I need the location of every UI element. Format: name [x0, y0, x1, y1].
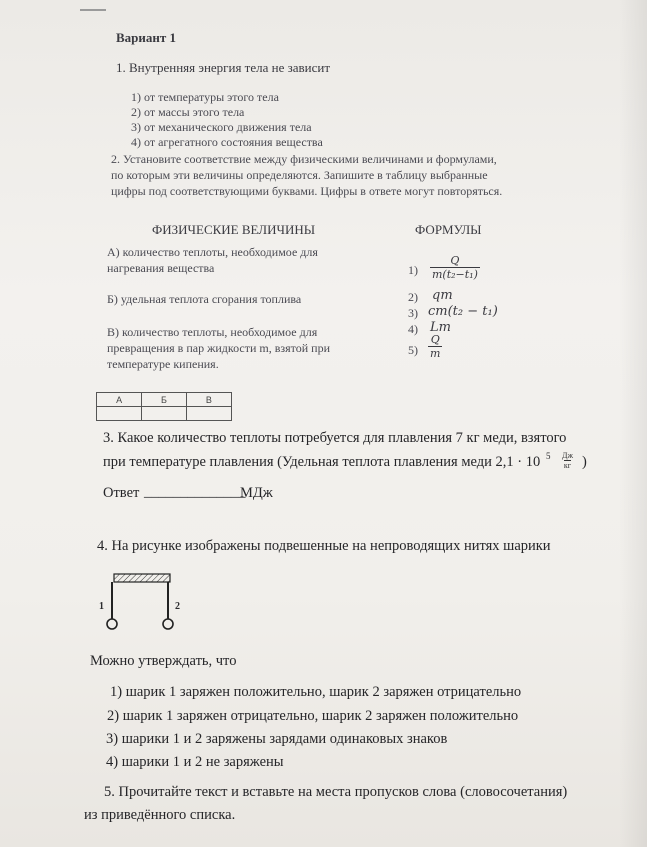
q3-exponent: 5 — [546, 451, 551, 461]
formula-3: cm(t₂ − t₁) — [428, 304, 498, 319]
q2-text-line-1: 2. Установите соответствие между физическими величинами и формулами, — [111, 152, 497, 166]
q5-text-line-1: 5. Прочитайте текст и вставьте на места пропусков слова (словосочетания) — [104, 784, 568, 800]
q3-text-line-2: при температуре плавления (Удельная теплота плавления меди 2,1 · 10 — [103, 454, 541, 470]
q3-answer-unit: МДж — [240, 485, 273, 501]
q3-unit-fraction — [562, 451, 573, 470]
q2-quantity-c-line-3: температуре кипения. — [107, 357, 219, 371]
q3-unit-denominator: кг — [563, 461, 572, 470]
q5-text-line-2: из приведённого списка. — [84, 807, 236, 823]
formula-4: Lm — [430, 320, 451, 335]
formula-4-number: 4) — [408, 322, 418, 336]
answer-table-header-c: В — [186, 393, 231, 407]
answer-cell-b[interactable] — [142, 407, 187, 421]
q4-option-1: 1) шарик 1 заряжен положительно, шарик 2 заряжен отрицательно — [110, 684, 522, 700]
answer-table-header-row — [97, 393, 232, 407]
q2-text-line-2: по которым эти величины определяются. Запишите в таблицу выбранные — [111, 168, 488, 182]
formula-2: qm — [432, 288, 453, 303]
q2-formulas-header: ФОРМУЛЫ — [415, 222, 482, 237]
formula-5-number: 5) — [408, 343, 418, 357]
q1-option-4: 4) от агрегатного состояния вещества — [131, 135, 323, 149]
q2-text-line-3: цифры под соответствующими буквами. Цифры в ответе могут повторяться. — [111, 184, 503, 198]
q3-answer-blank[interactable]: ______________ — [144, 484, 246, 500]
q2-quantity-c-line-2: превращения в пар жидкости m, взятой при — [107, 341, 331, 355]
answer-table-header-a: А — [97, 393, 142, 407]
formula-5-denominator: m — [430, 347, 441, 360]
q2-answer-table — [96, 392, 232, 421]
ball-2 — [163, 619, 173, 629]
q2-quantities-header: ФИЗИЧЕСКИЕ ВЕЛИЧИНЫ — [152, 222, 316, 237]
page-edge-shadow — [619, 0, 647, 847]
ball-1 — [107, 619, 117, 629]
formula-3-number: 3) — [408, 306, 418, 320]
q4-option-2: 2) шарик 1 заряжен отрицательно, шарик 2 заряжен положительно — [107, 708, 519, 724]
q4-option-3: 3) шарики 1 и 2 заряжены зарядами одинаковых знаков — [106, 731, 448, 747]
formula-5-numerator: Q — [430, 333, 440, 346]
formula-1-number: 1) — [408, 263, 418, 277]
q3-text-line-1: 3. Какое количество теплоты потребуется для плавления 7 кг меди, взятого — [103, 430, 567, 446]
formula-1-numerator: Q — [450, 254, 460, 267]
q4-option-4: 4) шарики 1 и 2 не заряжены — [106, 754, 284, 770]
ball-2-label: 2 — [175, 601, 180, 612]
q1-option-2: 2) от массы этого тела — [131, 105, 245, 119]
formula-1-fraction — [430, 255, 480, 281]
q1-text: 1. Внутренняя энергия тела не зависит — [116, 60, 331, 75]
q3-answer-label: Ответ — [103, 485, 140, 501]
q2-quantity-a-line-1: А) количество теплоты, необходимое для — [107, 245, 318, 259]
q2-quantity-a-line-2: нагревания вещества — [107, 261, 215, 275]
formula-1-denominator: m(t₂−t₁) — [432, 268, 478, 281]
answer-table-input-row — [97, 407, 232, 421]
answer-cell-c[interactable] — [186, 407, 231, 421]
variant-title: Вариант 1 — [116, 30, 177, 45]
formula-2-number: 2) — [408, 290, 418, 304]
ball-1-label: 1 — [99, 601, 104, 612]
q4-text: 4. На рисунке изображены подвешенные на непроводящих нитях шарики — [97, 538, 551, 554]
q1-option-1: 1) от температуры этого тела — [131, 90, 279, 104]
q2-quantity-b: Б) удельная теплота сгорания топлива — [107, 292, 302, 306]
pencil-mark — [80, 9, 106, 11]
formula-5-fraction — [428, 334, 442, 360]
answer-cell-a[interactable] — [97, 407, 142, 421]
q3-unit-numerator: Дж — [562, 451, 573, 460]
q4-lead: Можно утверждать, что — [90, 653, 237, 669]
q1-option-3: 3) от механического движения тела — [131, 120, 312, 134]
answer-table-header-b: Б — [142, 393, 187, 407]
suspended-balls-figure — [95, 570, 195, 638]
q3-closing-paren: ) — [582, 454, 587, 470]
q2-quantity-c-line-1: В) количество теплоты, необходимое для — [107, 325, 318, 339]
support-beam — [114, 574, 170, 582]
